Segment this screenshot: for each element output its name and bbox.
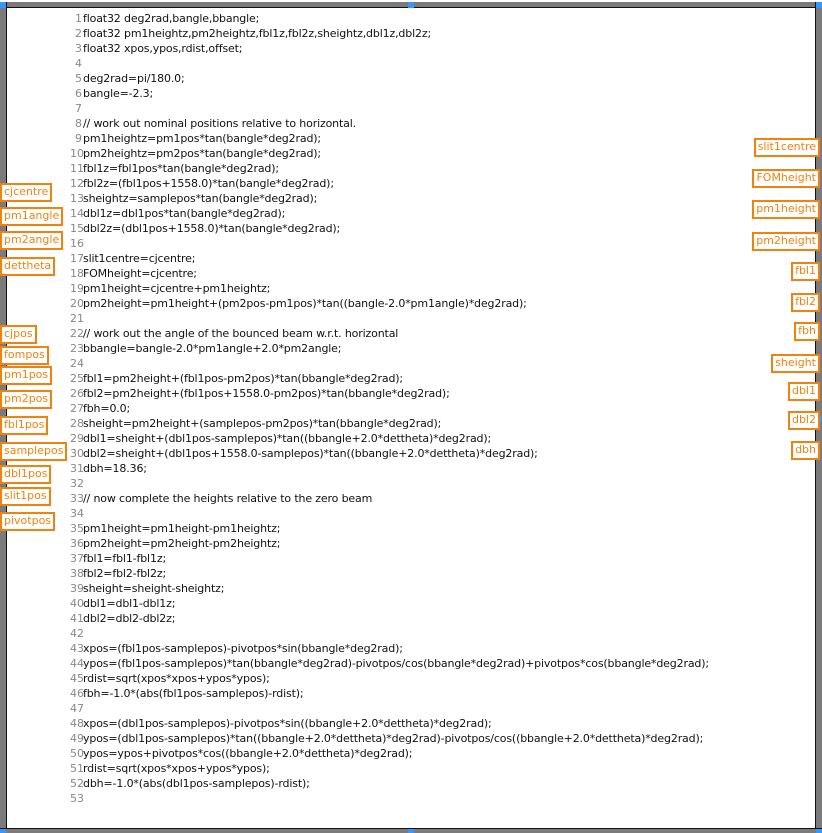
code-line[interactable] [70,416,709,431]
input-terminal-cjpos[interactable]: cjpos [0,325,37,344]
line-number: 35 [70,522,84,535]
code-line[interactable] [70,536,709,551]
input-terminal-dettheta[interactable]: dettheta [0,257,55,276]
code-line[interactable] [70,686,709,701]
code-line[interactable] [70,341,709,356]
code-text[interactable]: slit1centre=cjcentre; [83,252,196,265]
input-terminal-cjcentre[interactable]: cjcentre [0,183,52,202]
code-text[interactable]: float32 pm1heightz,pm2heightz,fbl1z,fbl2z,sheightz,dbl1z,dbl2z; [83,27,432,40]
code-text[interactable]: dbl1=dbl1-dbl1z; [83,597,176,610]
code-text[interactable]: dbl1z=dbl1pos*tan(bangle*deg2rad); [83,207,286,220]
line-number: 41 [70,612,84,625]
input-terminal-fompos[interactable]: fompos [0,346,49,365]
line-number: 51 [70,762,84,775]
output-terminal-fbl1[interactable]: fbl1 [791,262,820,281]
output-terminal-pm1height[interactable]: pm1height [752,200,820,219]
code-line[interactable] [70,716,709,731]
code-text[interactable]: // work out nominal positions relative to horizontal. [83,117,357,130]
line-number: 52 [70,777,84,790]
code-line[interactable] [70,746,709,761]
code-line[interactable] [70,26,709,41]
line-number: 20 [70,297,84,310]
code-line[interactable] [70,671,709,686]
input-terminal-pm1angle[interactable]: pm1angle [0,207,63,226]
line-number: 40 [70,597,84,610]
code-text[interactable]: fbh=0.0; [83,402,131,415]
line-number: 23 [70,342,84,355]
code-line[interactable] [70,791,709,806]
code-line[interactable] [70,296,709,311]
output-terminal-fbl2[interactable]: fbl2 [791,293,820,312]
line-number: 14 [70,207,84,220]
line-number: 26 [70,387,84,400]
code-text[interactable]: fbh=-1.0*(abs(fbl1pos-samplepos)-rdist); [83,687,304,700]
resize-handle-top-right[interactable] [816,2,822,8]
line-number: 10 [70,147,84,160]
code-line[interactable] [70,656,709,671]
code-line[interactable] [70,11,709,26]
line-number: 16 [70,237,84,250]
code-text[interactable]: dbh=18.36; [83,462,147,475]
line-number: 29 [70,432,84,445]
output-terminal-sheight[interactable]: sheight [771,354,820,373]
line-number: 3 [75,42,82,55]
code-text[interactable]: fbl2=fbl2-fbl2z; [83,567,166,580]
code-line[interactable] [70,206,709,221]
code-text[interactable]: pm1height=cjcentre+pm1heightz; [83,282,271,295]
input-terminal-slit1pos[interactable]: slit1pos [0,487,51,506]
code-line[interactable] [70,581,709,596]
code-line[interactable] [70,221,709,236]
code-text[interactable]: dbl2=dbl2-dbl2z; [83,612,176,625]
code-text[interactable]: sheight=pm2height+(samplepos-pm2pos)*tan(bbangle*deg2rad); [83,417,442,430]
code-text[interactable]: dbh=-1.0*(abs(dbl1pos-samplepos)-rdist); [83,777,310,790]
code-line[interactable] [70,701,709,716]
input-terminal-pm2pos[interactable]: pm2pos [0,390,52,409]
code-text[interactable]: bbangle=bangle-2.0*pm1angle+2.0*pm2angle; [83,342,342,355]
code-text[interactable]: ypos=(dbl1pos-samplepos)*tan((bbangle+2.0*dettheta)*deg2rad)-pivotpos/cos((bbangle+2.0*dettheta)*deg2rad); [83,732,704,745]
code-text[interactable]: FOMheight=cjcentre; [83,267,197,280]
line-number: 38 [70,567,84,580]
code-line[interactable] [70,401,709,416]
line-number: 50 [70,747,84,760]
code-text[interactable]: // work out the angle of the bounced beam w.r.t. horizontal [83,327,399,340]
line-number: 15 [70,222,84,235]
output-terminal-dbl2[interactable]: dbl2 [788,411,820,430]
line-number: 34 [70,507,84,520]
code-text[interactable]: bangle=-2.3; [83,87,154,100]
code-line[interactable] [70,431,709,446]
line-number: 43 [70,642,84,655]
code-text[interactable]: xpos=(dbl1pos-samplepos)-pivotpos*sin((bbangle+2.0*dettheta)*deg2rad); [83,717,492,730]
code-text[interactable]: xpos=(fbl1pos-samplepos)-pivotpos*sin(bbangle*deg2rad); [83,642,403,655]
line-number: 4 [75,57,82,70]
line-number: 33 [70,492,84,505]
code-line[interactable] [70,386,709,401]
line-number: 39 [70,582,84,595]
line-number: 7 [75,102,82,115]
code-line[interactable] [70,266,709,281]
line-number: 13 [70,192,84,205]
code-line[interactable] [70,566,709,581]
line-number: 17 [70,252,84,265]
output-terminal-fbh[interactable]: fbh [794,322,820,341]
code-line[interactable] [70,86,709,101]
line-number: 47 [70,702,84,715]
input-terminal-fbl1pos[interactable]: fbl1pos [0,416,48,435]
line-number: 48 [70,717,84,730]
resize-handle-top-left[interactable] [0,2,6,8]
line-number: 8 [75,117,82,130]
line-number: 36 [70,537,84,550]
code-line[interactable] [70,461,709,476]
line-number: 21 [70,312,84,325]
code-line[interactable] [70,251,709,266]
code-text[interactable]: // now complete the heights relative to the zero beam [83,492,373,505]
code-text[interactable]: float32 deg2rad,bangle,bbangle; [83,12,260,25]
line-number: 30 [70,447,84,460]
line-number: 28 [70,417,84,430]
code-text[interactable]: dbl2=sheight+(dbl1pos+1558.0-samplepos)*tan((bbangle+2.0*dettheta)*deg2rad); [83,447,538,460]
code-text[interactable]: sheight=sheight-sheightz; [83,582,225,595]
line-number: 42 [70,627,84,640]
code-line[interactable] [70,146,709,161]
formula-code[interactable] [70,11,709,806]
code-line[interactable] [70,356,709,371]
code-line[interactable] [70,446,709,461]
resize-handle-bottom[interactable] [408,829,414,833]
input-terminal-pivotpos[interactable]: pivotpos [0,512,55,531]
output-terminal-dbl1[interactable]: dbl1 [788,382,820,401]
line-number: 25 [70,372,84,385]
code-line[interactable] [70,596,709,611]
code-text[interactable]: float32 xpos,ypos,rdist,offset; [83,42,243,55]
line-number: 31 [70,462,84,475]
line-number: 44 [70,657,84,670]
code-text[interactable]: fbl1z=fbl1pos*tan(bangle*deg2rad); [83,162,279,175]
code-line[interactable] [70,761,709,776]
code-text[interactable]: dbl2z=(dbl1pos+1558.0)*tan(bangle*deg2rad); [83,222,341,235]
line-number: 18 [70,267,84,280]
code-line[interactable] [70,191,709,206]
line-number: 37 [70,552,84,565]
code-line[interactable] [70,116,709,131]
line-number: 2 [75,27,82,40]
line-number: 53 [70,792,84,805]
code-line[interactable] [70,161,709,176]
line-number: 6 [75,87,82,100]
code-line[interactable] [70,326,709,341]
line-number: 24 [70,357,84,370]
code-line[interactable] [70,311,709,326]
code-line[interactable] [70,41,709,56]
code-line[interactable] [70,71,709,86]
code-text[interactable]: deg2rad=pi/180.0; [83,72,185,85]
output-terminal-pm2height[interactable]: pm2height [752,232,820,251]
code-text[interactable]: fbl2z=(fbl1pos+1558.0)*tan(bangle*deg2rad); [83,177,334,190]
resize-handle-bottom-left[interactable] [0,829,6,833]
code-text[interactable]: ypos=ypos+pivotpos*cos((bbangle+2.0*dettheta)*deg2rad); [83,747,413,760]
line-number: 49 [70,732,84,745]
code-text[interactable]: fbl2=pm2height+(fbl1pos+1558.0-pm2pos)*tan(bbangle*deg2rad); [83,387,450,400]
resize-handle-top[interactable] [408,2,414,8]
code-text[interactable]: pm1heightz=pm1pos*tan(bangle*deg2rad); [83,132,321,145]
code-line[interactable] [70,236,709,251]
output-terminal-fomheight[interactable]: FOMheight [752,169,820,188]
code-line[interactable] [70,56,709,71]
code-line[interactable] [70,776,709,791]
line-number: 5 [75,72,82,85]
line-number: 45 [70,672,84,685]
code-line[interactable] [70,101,709,116]
code-line[interactable] [70,611,709,626]
code-text[interactable]: pm2height=pm2height-pm2heightz; [83,537,281,550]
code-text[interactable]: fbl1=fbl1-fbl1z; [83,552,166,565]
line-number: 1 [75,12,82,25]
line-number: 32 [70,477,84,490]
code-text[interactable]: rdist=sqrt(xpos*xpos+ypos*ypos); [83,762,270,775]
code-line[interactable] [70,131,709,146]
code-text[interactable]: pm1height=pm1height-pm1heightz; [83,522,281,535]
line-number: 11 [70,162,84,175]
input-terminal-dbl1pos[interactable]: dbl1pos [0,465,51,484]
line-number: 46 [70,687,84,700]
output-terminal-dbh[interactable]: dbh [791,441,820,460]
code-line[interactable] [70,176,709,191]
code-line[interactable] [70,731,709,746]
code-text[interactable]: dbl1=sheight+(dbl1pos-samplepos)*tan((bbangle+2.0*dettheta)*deg2rad); [83,432,492,445]
code-line[interactable] [70,506,709,521]
line-number: 27 [70,402,84,415]
code-line[interactable] [70,371,709,386]
code-line[interactable] [70,491,709,506]
line-number: 9 [75,132,82,145]
code-text[interactable]: pm2heightz=pm2pos*tan(bangle*deg2rad); [83,147,321,160]
line-number: 22 [70,327,84,340]
code-text[interactable]: sheightz=samplepos*tan(bangle*deg2rad); [83,192,318,205]
code-line[interactable] [70,641,709,656]
code-line[interactable] [70,551,709,566]
input-terminal-pm1pos[interactable]: pm1pos [0,366,52,385]
code-text[interactable]: rdist=sqrt(xpos*xpos+ypos*ypos); [83,672,270,685]
code-line[interactable] [70,281,709,296]
input-terminal-samplepos[interactable]: samplepos [0,442,67,461]
line-number: 12 [70,177,84,190]
code-line[interactable] [70,476,709,491]
code-line[interactable] [70,626,709,641]
code-text[interactable]: ypos=(fbl1pos-samplepos)*tan(bbangle*deg2rad)-pivotpos/cos(bbangle*deg2rad)+pivotpos*cos(bbangle*deg2rad); [83,657,709,670]
output-terminal-slit1centre[interactable]: slit1centre [754,138,820,157]
code-line[interactable] [70,521,709,536]
code-text[interactable]: fbl1=pm2height+(fbl1pos-pm2pos)*tan(bbangle*deg2rad); [83,372,403,385]
line-number: 19 [70,282,84,295]
input-terminal-pm2angle[interactable]: pm2angle [0,231,63,250]
resize-handle-bottom-right[interactable] [816,829,822,833]
code-text[interactable]: pm2height=pm1height+(pm2pos-pm1pos)*tan((bangle-2.0*pm1angle)*deg2rad); [83,297,527,310]
